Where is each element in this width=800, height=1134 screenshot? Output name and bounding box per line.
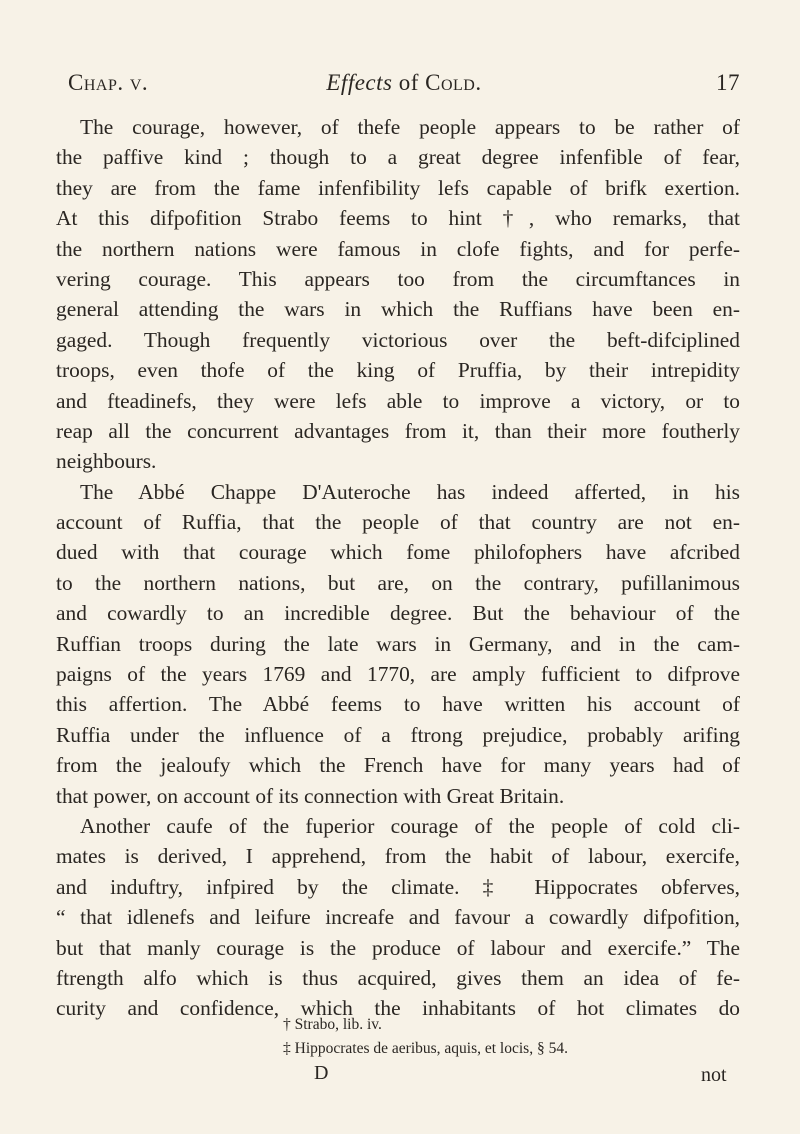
footnote-hippocrates: ‡ Hippocrates de aeribus, aquis, et locis, § 54. <box>283 1040 568 1057</box>
text-line: dued with that courage which fome philofophers have afcribed <box>56 540 740 565</box>
footnote-strabo: † Strabo, lib. iv. <box>283 1016 382 1033</box>
text-line: this affertion. The Abbé feems to have written his account of <box>56 692 740 717</box>
text-line: reap all the concurrent advantages from it, than their more foutherly <box>56 418 740 443</box>
text-line: paigns of the years 1769 and 1770, are amply fufficient to difprove <box>56 662 740 687</box>
text-line: and fteadinefs, they were lefs able to improve a victory, or to <box>56 388 740 413</box>
text-line: The Abbé Chappe D'Auteroche has indeed afferted, in his <box>80 479 740 504</box>
text-line: general attending the wars in which the Ruffians have been en- <box>56 297 740 322</box>
footnotes <box>283 1013 703 1061</box>
text-line: curity and confidence, which the inhabitants of hot climates do <box>56 996 740 1021</box>
text-line: to the northern nations, but are, on the contrary, pufillanimous <box>56 570 740 595</box>
running-title-italic: Effects <box>326 70 393 95</box>
text-line: and cowardly to an incredible degree. But the behaviour of the <box>56 601 740 626</box>
running-title-caps: Cold. <box>425 70 482 95</box>
running-title <box>68 70 740 96</box>
paragraph-1 <box>56 112 740 477</box>
body-text <box>56 112 740 1024</box>
text-line: mates is derived, I apprehend, from the habit of labour, exercife, <box>56 844 740 869</box>
text-line: gaged. Though frequently victorious over the beft-difciplined <box>56 327 740 352</box>
running-header <box>68 70 740 104</box>
paragraph-2 <box>56 477 740 811</box>
text-line: vering courage. This appears too from the circumftances in <box>56 266 740 291</box>
catchword: not <box>701 1064 727 1086</box>
text-line: and induftry, infpired by the climate. ‡ Hippocrates obferves, <box>56 874 740 899</box>
text-line: neighbours. <box>56 449 157 474</box>
text-line: but that manly courage is the produce of labour and exercife.” The <box>56 935 740 960</box>
text-line: account of Ruffia, that the people of that country are not en- <box>56 510 740 535</box>
text-line: that power, on account of its connection with Great Britain. <box>56 783 565 808</box>
text-line: from the jealoufy which the French have for many years had of <box>56 753 740 778</box>
text-line: they are from the fame infenfibility lefs capable of brifk exertion. <box>56 175 740 200</box>
chapter-label: Chap. v. <box>68 70 149 95</box>
text-line: Ruffian troops during the late wars in Germany, and in the cam- <box>56 631 740 656</box>
page-number: 17 <box>716 70 740 95</box>
text-line: “ that idlenefs and leifure increafe and favour a cowardly difpofition, <box>56 905 740 930</box>
text-line: Another caufe of the fuperior courage of the people of cold cli- <box>80 813 740 838</box>
text-line: troops, even thofe of the king of Pruffia, by their intrepidity <box>56 358 740 383</box>
paragraph-3 <box>56 811 740 1024</box>
text-line: the paffive kind ; though to a great degree infenfible of fear, <box>56 145 740 170</box>
signature-mark: D <box>314 1062 329 1084</box>
text-line: ftrength alfo which is thus acquired, gives them an idea of fe- <box>56 965 740 990</box>
running-title-of: of <box>392 70 426 95</box>
text-line: Ruffia under the influence of a ftrong prejudice, probably arifing <box>56 722 740 747</box>
text-line: At this difpofition Strabo feems to hint †, who remarks, that <box>56 206 740 231</box>
text-line: the northern nations were famous in clofe fights, and for perfe- <box>56 236 740 261</box>
text-line: The courage, however, of thefe people appears to be rather of <box>80 115 740 139</box>
